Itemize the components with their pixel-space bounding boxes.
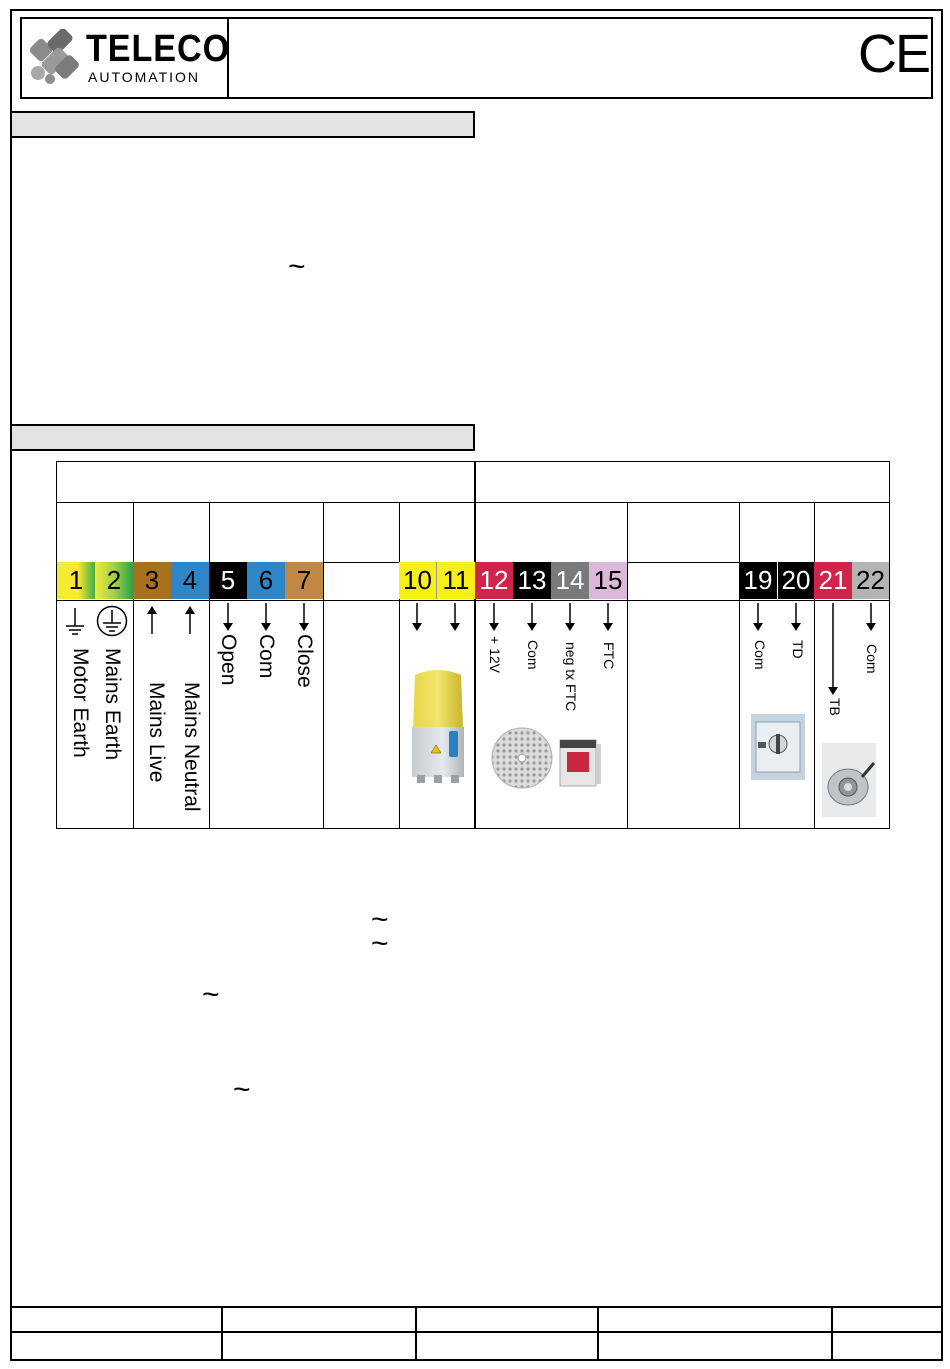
arrow-up-icon xyxy=(146,606,158,634)
key-selector-image xyxy=(750,712,806,782)
arrow-up-icon xyxy=(184,606,196,634)
section-bar-2 xyxy=(10,424,475,451)
terminal-6: 6 xyxy=(247,562,285,599)
arrow-down-icon xyxy=(222,603,234,631)
terminal-21: 21 xyxy=(814,562,852,599)
terminal-19: 19 xyxy=(739,562,777,599)
arrow-down-icon xyxy=(298,603,310,631)
label-com-19: Com xyxy=(752,640,768,670)
label-close: Close xyxy=(293,634,316,688)
footer-divider xyxy=(597,1306,599,1361)
arrow-down-icon xyxy=(790,603,802,631)
ac-tilde-symbol: ~ xyxy=(371,903,389,936)
terminal-15: 15 xyxy=(589,562,627,599)
terminal-12: 12 xyxy=(475,562,513,599)
arrow-down-icon xyxy=(865,603,877,631)
footer-divider xyxy=(415,1306,417,1361)
arrow-down-icon xyxy=(488,603,500,631)
arrow-down-icon xyxy=(526,603,538,631)
ac-tilde-symbol: ~ xyxy=(371,927,389,960)
terminal-20: 20 xyxy=(777,562,814,599)
ground-icon xyxy=(65,608,85,638)
label-neg-tx-ftc: neg tx FTC xyxy=(563,642,579,712)
footer-top-line xyxy=(10,1306,943,1308)
footer-mid-line xyxy=(10,1331,943,1333)
reflector-image xyxy=(489,724,555,792)
photocell-sensor-image xyxy=(557,734,603,794)
arrow-down-icon xyxy=(260,603,272,631)
terminal-2: 2 xyxy=(95,562,133,599)
wiring-table xyxy=(56,461,890,829)
label-mains-earth: Mains Earth xyxy=(101,648,124,761)
push-button-image xyxy=(822,743,876,817)
arrow-down-icon xyxy=(752,603,764,631)
label-com-13: Com xyxy=(525,640,541,670)
arrow-down-icon xyxy=(602,603,614,631)
label-open: Open xyxy=(217,634,240,686)
section-bar-1 xyxy=(10,111,475,138)
terminal-14: 14 xyxy=(551,562,589,599)
terminal-13: 13 xyxy=(513,562,551,599)
terminal-7: 7 xyxy=(285,562,323,599)
terminal-4: 4 xyxy=(171,562,209,599)
ac-tilde-symbol: ~ xyxy=(202,978,220,1011)
label-motor-earth: Motor Earth xyxy=(69,648,92,758)
terminal-10: 10 xyxy=(399,562,437,599)
terminal-5: 5 xyxy=(209,562,247,599)
arrow-down-long-icon xyxy=(827,603,839,695)
footer-divider xyxy=(221,1306,223,1361)
logo-cell xyxy=(20,17,229,99)
flashing-lamp-image xyxy=(409,667,467,787)
label-ftc: FTC xyxy=(601,642,617,670)
label-plus-12v: + 12V xyxy=(487,636,503,673)
logo-subtitle: AUTOMATION xyxy=(88,69,201,85)
terminal-1: 1 xyxy=(57,562,95,599)
label-mains-live: Mains Live xyxy=(145,682,168,783)
label-mains-neutral: Mains Neutral xyxy=(180,682,203,812)
arrow-down-icon xyxy=(564,603,576,631)
label-tb: TB xyxy=(827,698,843,716)
terminal-22: 22 xyxy=(852,562,889,599)
footer-divider xyxy=(831,1306,833,1361)
label-com-22: Com xyxy=(864,644,880,674)
teleco-logo-icon xyxy=(28,29,84,85)
arrow-down-icon xyxy=(449,603,461,631)
label-com: Com xyxy=(255,634,278,679)
logo-wordmark: TELECO xyxy=(86,28,231,70)
label-td: TD xyxy=(790,640,806,659)
ce-mark: CE xyxy=(858,24,930,84)
protective-earth-icon xyxy=(96,605,128,637)
terminal-3: 3 xyxy=(133,562,171,599)
ac-tilde-symbol: ~ xyxy=(233,1073,251,1106)
ac-tilde-symbol: ~ xyxy=(288,250,306,283)
terminal-11: 11 xyxy=(437,562,475,599)
arrow-down-icon xyxy=(411,603,423,631)
